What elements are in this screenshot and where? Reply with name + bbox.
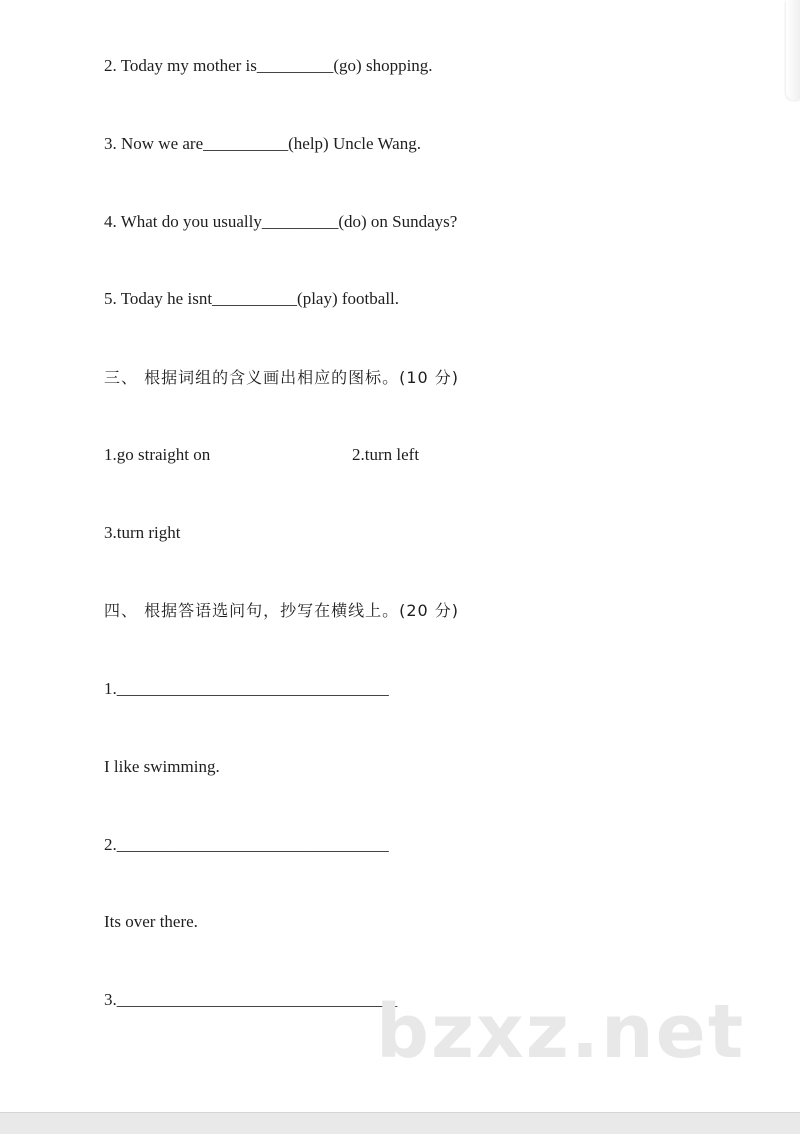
- question-4: 4. What do you usually_________(do) on Sundays?: [104, 212, 458, 231]
- page-edge-handle[interactable]: [786, 0, 800, 100]
- answer-text-2: Its over there.: [104, 912, 198, 931]
- section-4-heading: 四、 根据答语选问句，抄写在横线上。(20 分): [104, 601, 460, 620]
- answer-line-1: 1.________________________________: [104, 679, 389, 698]
- watermark-logo: bzxz.net: [376, 989, 746, 1075]
- question-5: 5. Today he isnt__________(play) football.: [104, 289, 400, 308]
- section-3-heading: 三、 根据词组的含义画出相应的图标。(10 分): [104, 368, 460, 387]
- section-3-item-1: 1.go straight on: [104, 445, 211, 464]
- question-2: 2. Today my mother is_________(go) shopping.: [104, 56, 433, 75]
- section-3-item-3: 3.turn right: [104, 523, 181, 542]
- section-3-item-2: 2.turn left: [352, 445, 420, 464]
- answer-line-2: 2.________________________________: [104, 835, 389, 854]
- bottom-bar: [0, 1112, 800, 1134]
- answer-text-1: I like swimming.: [104, 757, 220, 776]
- answer-line-3: 3._________________________________: [104, 990, 398, 1009]
- question-3: 3. Now we are__________(help) Uncle Wang.: [104, 134, 421, 153]
